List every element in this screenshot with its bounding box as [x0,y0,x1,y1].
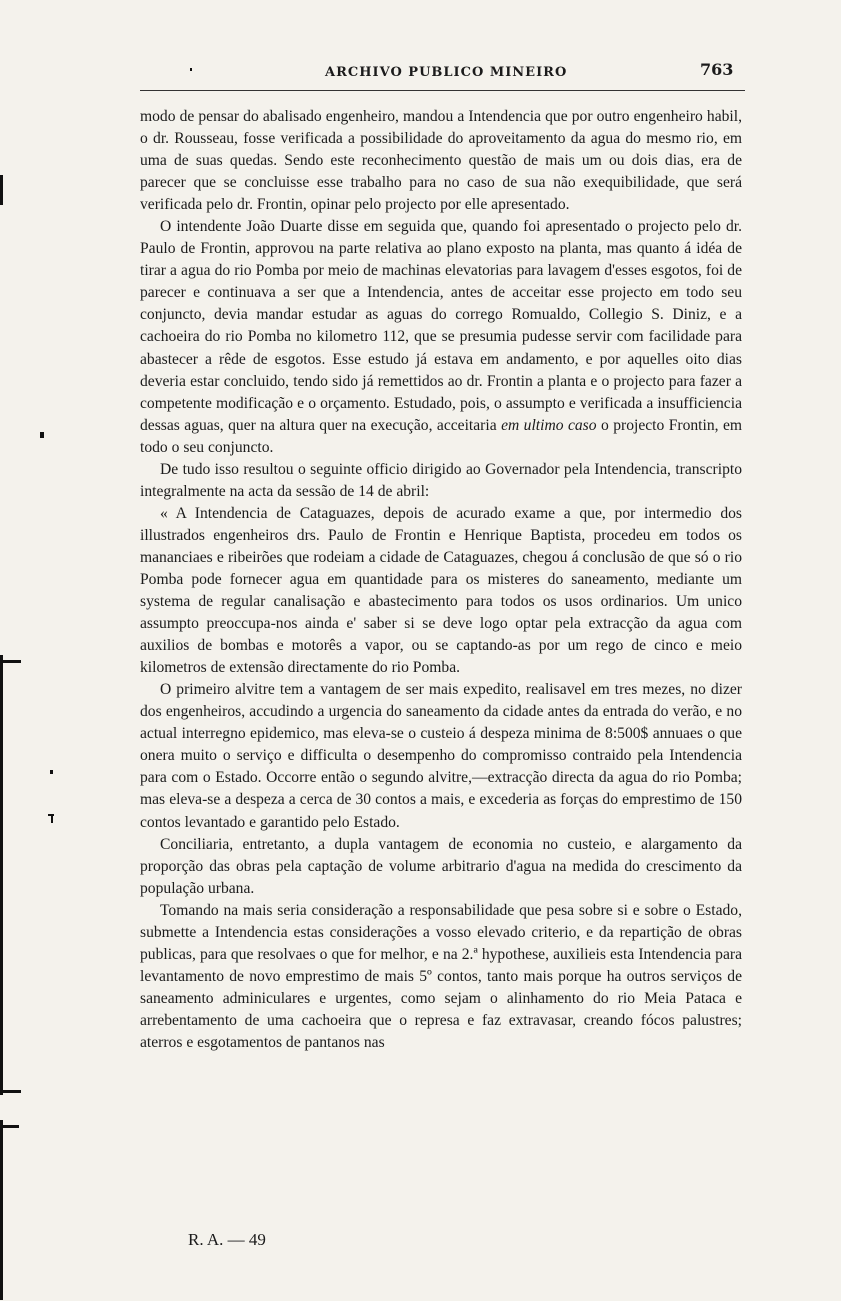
paragraph-7: Tomando na mais seria consideração a responsabilidade que pesa sobre si e sobre o Estado, submette a Intendencia estas considerações a vosso elevado criterio, e da repartição de obras publicas, para que resolvaes o que for melhor, e na 2.ª hypothese, auxilieis esta Intendencia para levantamento de novo emprestimo de mais 5º contos, tanto mais porque ha outros serviços de saneamento adminiculares e urgentes, como sejam o alinhamento do rio Meia Pataca e arrebentamento de uma cachoeira que o represa e faz extravasar, creando fócos palustres; aterros e esgotamentos de pantanos nas [140,901,742,1051]
page-number: 763 [700,60,734,79]
body-text [140,106,742,1054]
margin-mark [51,814,53,823]
header-rule [140,90,745,91]
margin-mark [40,432,44,438]
margin-mark [50,770,53,774]
running-header [140,58,740,88]
paragraph-6: Conciliaria, entretanto, a dupla vantagem de economia no custeio, e alargamento da proporção das obras pela captação de volume arbitrario d'agua na medida do crescimento da população urbana. [140,835,742,897]
paragraph-1: modo de pensar do abalisado engenheiro, mandou a Intendencia que por outro engenheiro habil, o dr. Rousseau, fosse verificada a possibilidade do aproveitamento da agua do mesmo rio, em uma de suas quedas. Sendo este reconhecimento questão de mais um ou dois dias, era de parecer que se concluisse esse trabalho para no caso de sua não exequibilidade, que será verificada pelo dr. Frontin, opinar pelo projecto por elle apresentado. [140,108,742,214]
margin-mark [3,1090,21,1093]
journal-title: ARCHIVO PUBLICO MINEIRO [325,65,568,80]
paragraph-3: De tudo isso resultou o seguinte officio dirigido ao Governador pela Intendencia, transcripto integralmente na acta da sessão de 14 de abril: [140,460,742,500]
margin-mark [0,175,3,205]
margin-mark [3,1125,19,1128]
paragraph-4: « A Intendencia de Cataguazes, depois de acurado exame a que, por intermedio dos illustrados engenheiros drs. Paulo de Frontin e Henrique Baptista, procedeu em todos os mananciaes e ribeirões que rodeiam a cidade de Cataguazes, chegou á conclusão de que só o rio Pomba pode fornecer agua em quantidade para os misteres do saneamento, mediante um systema de regular canalisação e abastecimento para todos os usos ordinarios. Um unico assumpto preoccupa-nos ainda e' saber si se deve logo optar pela extracção da agua com auxilios de bombas e motorês a vapor, ou se captando-as por um rego de cinco e meio kilometros de extensão directamente do rio Pomba. [140,504,742,677]
paragraph-2 [140,216,742,459]
margin-mark [0,655,3,1095]
paragraph-2-text: O intendente João Duarte disse em seguida que, quando foi apresentado o projecto pelo dr. Paulo de Frontin, approvou na parte relativa ao plano exposto na planta, mas quanto á idéa de tirar a agua do rio Pomba por meio de machinas elevatorias para lavagem d'esses esgotos, foi de parecer e continuava a ser que a Intendencia, antes de acceitar esse projecto em todo seu conjuncto, devia mandar estudar as aguas do corrego Romualdo, Collegio S. Diniz, e a cachoeira do rio Pomba no kilometro 112, que se presumia pudesse servir com facilidade para abastecer a rêde de esgotos. Esse estudo já estava em andamento, e por aquelles oito dias deveria estar concluido, tendo sido já remettidos ao dr. Frontin a planta e o projecto para fazer a competente modificação e o orçamento. Estudado, pois, o assumpto e verificada a insufficiencia dessas aguas, quer na altura quer na execução, acceitaria [140,218,742,434]
margin-mark [3,660,21,663]
signature-mark: R. A. — 49 [188,1230,266,1249]
paragraph-2-italic: em ultimo caso [501,416,597,434]
margin-mark [190,68,192,71]
paragraph-2-tail: o projecto Frontin, em todo o seu conjuncto. [140,416,743,456]
paragraph-5: O primeiro alvitre tem a vantagem de ser mais expedito, realisavel em tres mezes, no dizer dos engenheiros, accudindo a urgencia do saneamento da cidade antes da entrada do verão, e no actual interregno epidemico, mas eleva-se o custeio á despeza minima de 8:500$ annuaes o que onera muito o serviço e difficulta o desempenho do compromisso contraido pela Intendencia para com o Estado. Occorre então o segundo alvitre,—extracção directa da agua do rio Pomba; mas eleva-se a despeza a cerca de 30 contos a mais, e excederia as forças do emprestimo de 150 contos levantado e garantido pelo Estado. [140,681,742,831]
margin-mark [0,1120,3,1300]
